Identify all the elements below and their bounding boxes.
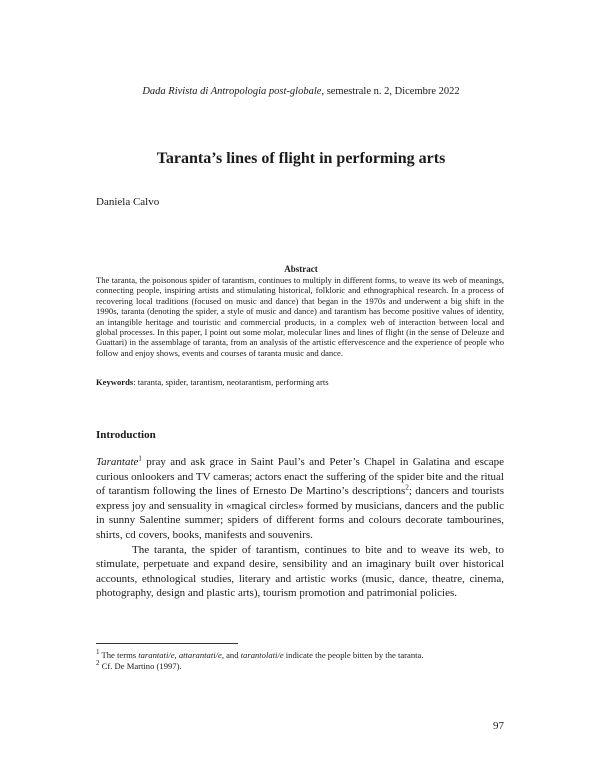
introduction-paragraph-2: The taranta, the spider of tarantism, continues to bite and to weave its web, to stimulate, perpetuate and expand desire, sensibility and an imaginary built over historical accounts, ethnological studies, literary and artistic works (music, dance, theatre, cinema, photography, design and plastic arts), tourism promotion and patrimonial policies. xyxy=(96,543,504,600)
footnote-1 xyxy=(96,650,504,661)
term-tarantate: Tarantate xyxy=(96,456,139,468)
introduction-body xyxy=(96,455,504,601)
page-number: 97 xyxy=(493,720,504,732)
footnote-2 xyxy=(96,658,504,672)
footnote-2-number: 2 xyxy=(96,658,100,667)
footnote-1-text-b: , xyxy=(174,650,179,660)
footnote-1-term-2: attarantati/e xyxy=(178,650,222,660)
footnote-1-text-a: The terms xyxy=(99,650,139,660)
journal-header xyxy=(96,86,506,97)
keywords-label: Keywords xyxy=(96,377,134,387)
footnotes xyxy=(96,650,504,672)
journal-name: Dada Rivista di Antropologia post-globale xyxy=(142,86,322,97)
footnote-1-text-c: , and xyxy=(221,650,241,660)
footnote-1-text-d: indicate the people bitten by the taranta. xyxy=(283,650,424,660)
footnote-divider xyxy=(96,643,238,644)
footnote-1-term-1: tarantati/e xyxy=(138,650,175,660)
article-title: Taranta’s lines of flight in performing arts xyxy=(156,150,446,167)
footnote-ref-2[interactable]: 2 xyxy=(405,483,409,492)
keywords-list: : taranta, spider, tarantism, neotarantism, performing arts xyxy=(133,377,329,387)
paragraph-1-text-b: ; dancers and tourists express joy and sensuality in «magical circles» formed by musicians, dancers and the public in sunny Salentine summer; spiders of different forms and colours decorate tambourines, shirts, cd covers, books, manifests and souvenirs. xyxy=(96,485,504,541)
paragraph-1-text-a: pray and ask grace in Saint Paul’s and Peter’s Chapel in Galatina and escape curious onlookers and TV cameras; actors enact the suffering of the spider bite and the ritual of tarantism following the lines of Ernesto De Martino’s descriptions xyxy=(96,456,504,498)
abstract-heading: Abstract xyxy=(284,264,318,274)
footnote-2-text: Cf. De Martino (1997). xyxy=(99,660,182,671)
footnote-1-number: 1 xyxy=(96,648,100,657)
article-author: Daniela Calvo xyxy=(96,196,160,208)
section-heading-introduction: Introduction xyxy=(96,429,156,441)
journal-issue: , semestrale n. 2, Dicembre 2022 xyxy=(321,86,460,97)
keywords xyxy=(96,377,504,387)
abstract-text: The taranta, the poisonous spider of tarantism, continues to multiply in different forms, to weave its web of meanings, connecting people, inspiring artists and stimulating historical, folkloric and ethnographical research. In a process of recovering local traditions (focused on music and dance) that began in the 1970s and underwent a big shift in the 1990s, taranta (denoting the spider, a style of music and dance) and tarantism has become positive values of identity, an intangible heritage and touristic and commercial products, in a complex web of interaction between local and global processes. In this paper, I point out some molar, molecular lines and lines of flight (in the sense of Deleuze and Guattari) in the assemblage of taranta, from an analysis of the artistic effervescence and the experience of people who follow and enjoy shows, events and courses of taranta music and dance. xyxy=(96,275,504,358)
introduction-paragraph-1 xyxy=(96,455,504,543)
footnote-1-term-3: tarantolati/e xyxy=(240,650,284,660)
footnote-ref-1[interactable]: 1 xyxy=(138,454,142,463)
